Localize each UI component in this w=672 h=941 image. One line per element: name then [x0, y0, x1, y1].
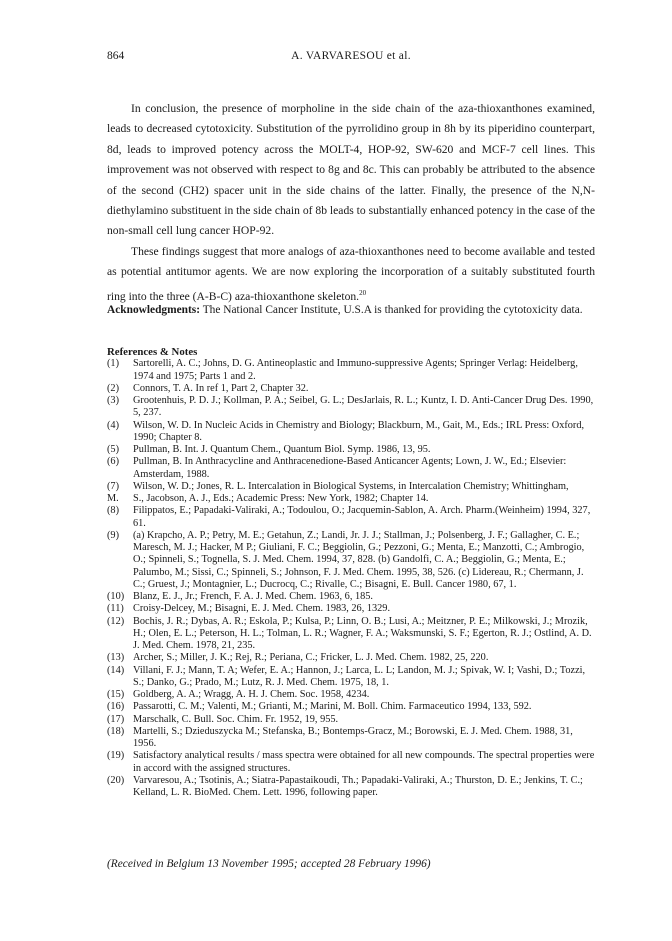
- running-head: [107, 50, 595, 66]
- reference-number: (7): [107, 480, 120, 492]
- reference-number: (9): [107, 529, 120, 541]
- acknowledgments-text: The National Cancer Institute, U.S.A is thanked for providing the cytotoxicity data.: [202, 304, 583, 316]
- citation-superscript: 20: [359, 288, 367, 297]
- reference-item: [107, 652, 595, 664]
- reference-text: Villani, F. J.; Mann, T. A; Wefer, E. A.; Hannon, J.; Larca, L. L; Landon, M. J.; Spivak, W. I; Vashi, D.; Tozzi, S.; Danko, G.; Prado, M.; Lutz, R. J. Med. Chem. 1975, 18, 1.: [133, 664, 586, 688]
- reference-number: (20): [107, 774, 125, 786]
- reference-text: Varvaresou, A.; Tsotinis, A.; Siatra-Papastaikoudi, Th.; Papadaki-Valiraki, A.; Thurston, D. E.; Jenkins, T. C.; Kelland, L. R. BioMed. Chem. Lett. 1996, following paper.: [133, 774, 583, 798]
- reference-item: [107, 444, 595, 456]
- reference-number: (11): [107, 603, 124, 615]
- reference-text: Croisy-Delcey, M.; Bisagni, E. J. Med. Chem. 1983, 26, 1329.: [133, 603, 391, 615]
- reference-text: Passarotti, C. M.; Valenti, M.; Grianti, M.; Marini, M. Boll. Chim. Farmaceutico 1994, 133, 592.: [133, 701, 532, 713]
- running-head-authors: A. VARVARESOU et al.: [291, 50, 411, 62]
- reference-item: [107, 420, 595, 445]
- reference-item: [107, 603, 595, 615]
- reference-item: [107, 701, 595, 713]
- reference-item: [107, 383, 595, 395]
- reference-item: [107, 456, 595, 481]
- reference-number: (6): [107, 456, 120, 468]
- paragraph-findings: [107, 242, 595, 307]
- reference-number: (16): [107, 701, 125, 713]
- reference-item: [107, 665, 595, 690]
- reference-text: Martelli, S.; Dzieduszycka M.; Stefanska, B.; Bontemps-Gracz, M.; Borowski, E. J. Med. Chem. 1988, 31, 1956.: [133, 725, 573, 749]
- reference-number: (18): [107, 725, 125, 737]
- reference-item: [107, 395, 595, 420]
- reference-item: [107, 726, 595, 751]
- reference-item: [107, 481, 595, 493]
- reference-item: [107, 689, 595, 701]
- reference-item: [107, 591, 595, 603]
- reference-item: [107, 505, 595, 530]
- reference-text: Connors, T. A. In ref 1, Part 2, Chapter 32.: [133, 382, 309, 394]
- reference-item: [107, 493, 595, 505]
- paragraph-conclusion: In conclusion, the presence of morpholine in the side chain of the aza-thioxanthones examined, leads to decreased cytotoxicity. Substitution of the pyrrolidino group in 8h by its piperidino counterpart, 8d, leads to improved potency across the MOLT-4, HOP-92, SW-620 and MCF-7 cell lines. This improvement was not observed with respect to 8g and 8c. This can probably be attributed to the absence of the second (CH2) spacer unit in the side chains of the latter. Finally, the presence of the N,N-diethylamino substituent in the side chain of 8b leads to substantially enhanced potency in the case of the non-small cell lung cancer HOP-92.: [107, 102, 595, 238]
- page-number: 864: [107, 50, 125, 62]
- reference-number: (8): [107, 505, 120, 517]
- reference-number: (1): [107, 358, 120, 370]
- reference-number: (5): [107, 444, 120, 455]
- reference-text: Filippatos, E.; Papadaki-Valiraki, A.; Todoulou, O.; Jacquemin-Sablon, A. Arch. Pharm.(Weinheim) 1994, 327, 61.: [133, 505, 591, 529]
- reference-list: [107, 358, 595, 799]
- reference-text: Wilson, W. D. In Nucleic Acids in Chemistry and Biology; Blackburn, M., Gait, M., Eds.; IRL Press: Oxford, 1990; Chapter 8.: [133, 419, 585, 443]
- reference-number: (15): [107, 689, 125, 700]
- reference-item: [107, 775, 595, 800]
- reference-number: (3): [107, 395, 120, 406]
- reference-text: Grootenhuis, P. D. J.; Kollman, P. A.; Seibel, G. L.; DesJarlais, R. L.; Kuntz, I. D. Anti-Cancer Drug Des. 1990, 5, 237.: [133, 395, 594, 419]
- reference-text: Pullman, B. In Anthracycline and Anthracenedione-Based Anticancer Agents; Lown, J. W., Ed.; Elsevier: Amsterdam, 1988.: [133, 456, 567, 480]
- reference-item: [107, 530, 595, 591]
- acknowledgments-label: Acknowledgments:: [107, 304, 201, 316]
- reference-text: Marschalk, C. Bull. Soc. Chim. Fr. 1952, 19, 955.: [133, 713, 339, 725]
- references-title: References & Notes: [107, 346, 198, 358]
- reference-text: Wilson, W. D.; Jones, R. L. Intercalation in Biological Systems, in Intercalation Chemistry; Whittingham,: [133, 480, 569, 492]
- reference-item: [107, 358, 595, 383]
- reference-text: Pullman, B. Int. J. Quantum Chem., Quantum Biol. Symp. 1986, 13, 95.: [133, 444, 431, 455]
- reference-text: (a) Krapcho, A. P.; Petry, M. E.; Getahun, Z.; Landi, Jr. J. J.; Stallman, J.; Polsenberg, J. F.; Gallagher, C. E.; Maresch, M. J.; Hacker, M P.; Giuliani, F. C.; Beggiolin, G.; Pezzoni, G.; Menta, E.; Manzotti, C.; Ambrogio, O.; Spinneli, S.; Tognella, S. J. Med. Chem. 1994, 37, 828. (b) Gandolfi, C. A.; Beggiolin, G.; Menta, E.; Palumbo, M.; Sissi, C.; Spinneli, S.; Johnson, F. J. Med. Chem. 1995, 38, 526. (c) Lidereau, R.; Chermann, J. C.; Gruest, J.; Montagnier, L.; Ducrocq, C.; Rivalle, C.; Bisagni, E. Bull. Cancer 1980, 67, 1.: [133, 529, 585, 590]
- reference-item: [107, 616, 595, 653]
- body-text: [107, 99, 595, 307]
- reference-number: (19): [107, 750, 125, 762]
- reference-text: Satisfactory analytical results / mass spectra were obtained for all new compounds. The spectral properties were in accord with the assigned structures.: [133, 750, 595, 774]
- reference-text: Bochis, J. R.; Dybas, A. R.; Eskola, P.; Kulsa, P.; Linn, O. B.; Lusi, A.; Meitzner, P. E.; Milkowski, J.; Mrozik, H.; Olen, E. L.; Peterson, H. L.; Tolman, L. R.; Wagner, F. A.; Waksmunski, S. F.; Egerton, R. J.; Ostlind, A. D. J. Med. Chem. 1978, 21, 235.: [133, 615, 592, 651]
- acknowledgments: [107, 303, 595, 318]
- received-dates: (Received in Belgium 13 November 1995; accepted 28 February 1996): [107, 858, 431, 870]
- reference-number: (13): [107, 652, 125, 664]
- reference-number: M.: [107, 493, 119, 504]
- reference-text: S., Jacobson, A. J., Eds.; Academic Press: New York, 1982; Chapter 14.: [133, 493, 429, 504]
- reference-text: Archer, S.; Miller, J. K.; Rej, R.; Periana, C.; Fricker, L. J. Med. Chem. 1982, 25, 220.: [133, 652, 489, 664]
- reference-number: (12): [107, 615, 125, 627]
- reference-text: Goldberg, A. A.; Wragg, A. H. J. Chem. Soc. 1958, 4234.: [133, 689, 370, 700]
- references-section: [107, 346, 595, 799]
- reference-item: [107, 750, 595, 775]
- reference-text: Blanz, E. J., Jr.; French, F. A. J. Med. Chem. 1963, 6, 185.: [133, 591, 374, 602]
- reference-number: (14): [107, 664, 125, 676]
- reference-number: (17): [107, 713, 125, 725]
- reference-number: (10): [107, 591, 125, 602]
- paragraph-findings-text: These findings suggest that more analogs of aza-thioxanthones need to become available and tested as potential antitumor agents. We are now exploring the incorporation of a suitably substituted fourth ring into the three (A-B-C) aza-thioxanthone skeleton.: [107, 244, 595, 303]
- reference-text: Sartorelli, A. C.; Johns, D. G. Antineoplastic and Immuno-suppressive Agents; Springer Verlag: Heidelberg, 1974 and 1975; Parts 1 and 2.: [133, 358, 578, 382]
- reference-item: [107, 714, 595, 726]
- reference-number: (2): [107, 382, 120, 394]
- reference-number: (4): [107, 419, 120, 431]
